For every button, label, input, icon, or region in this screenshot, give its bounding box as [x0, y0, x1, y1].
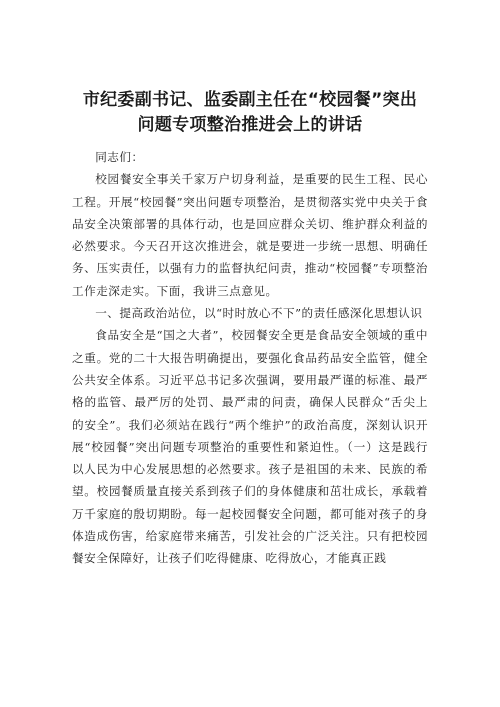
- title-line-2: 问题专项整治推进会上的讲话: [137, 115, 363, 135]
- paragraph-intro: 校园餐安全事关千家万户切身利益，是重要的民生工程、民心工程。开展“校园餐”突出问题专项整治，是贯彻落实党中央关于食品安全决策部署的具体行动，也是回应群众关切、维护群众利益的必然要求。今天召开这次推进会，就是要进一步统一思想、明确任务、压实责任，以强有力的监督执纪问责，推动“校园餐”专项整治工作走深走实。下面，我讲三点意见。: [72, 172, 428, 298]
- section-heading-1: 一、提高政治站位，以“时时放心不下”的责任感深化思想认识: [95, 306, 423, 321]
- salutation: 同志们：: [95, 150, 144, 164]
- title-line-1: 市纪委副书记、监委副主任在“校园餐”突出: [82, 90, 418, 110]
- document-body: [0, 146, 500, 570]
- document-title: [0, 88, 500, 138]
- paragraph-section-1: 食品安全是“国之大者”，校园餐安全更是食品安全领域的重中之重。党的二十大报告明确提出，要强化食品药品安全监管，健全公共安全体系。习近平总书记多次强调，要用最严谨的标准、最严格的监管、最严厉的处罚、最严肃的问责，确保人民群众“舌尖上的安全”。我们必须站在践行“两个维护”的政治高度，深刻认识开展“校园餐”突出问题专项整治的重要性和紧迫性。（一）这是践行以人民为中心发展思想的必然要求。孩子是祖国的未来、民族的希望。校园餐质量直接关系到孩子们的身体健康和茁壮成长，承载着万千家庭的殷切期盼。每一起校园餐安全问题，都可能对孩子的身体造成伤害，给家庭带来痛苦，引发社会的广泛关注。只有把校园餐安全保障好，让孩子们吃得健康、吃得放心，才能真正践: [72, 328, 428, 566]
